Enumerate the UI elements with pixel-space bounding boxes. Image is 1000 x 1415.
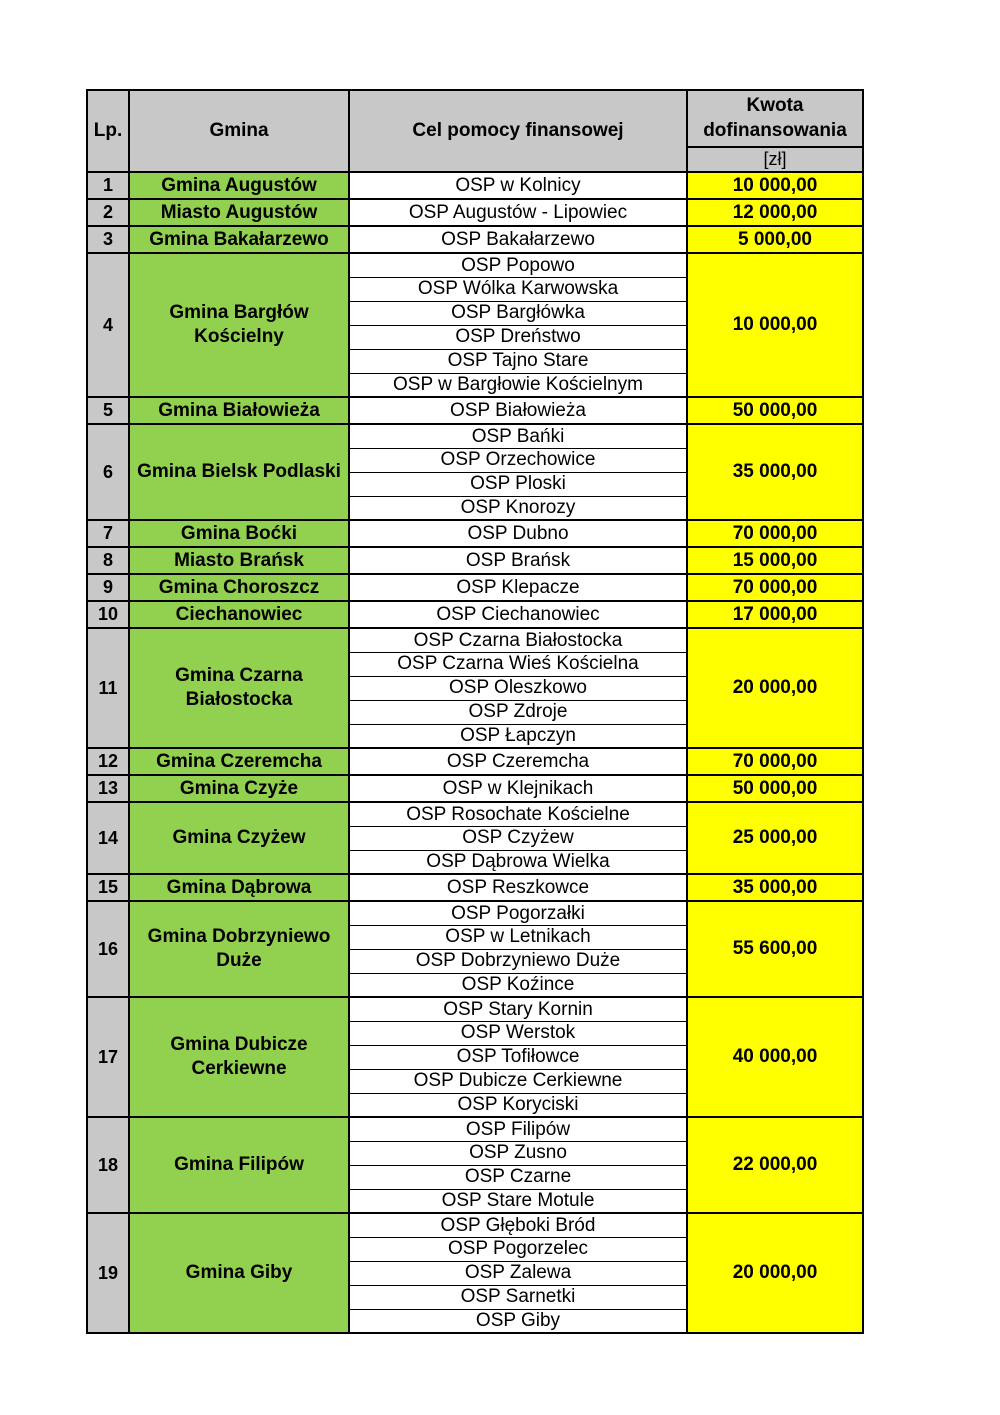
gmina-cell: Gmina Czyże xyxy=(129,775,349,802)
table-row xyxy=(87,601,863,628)
lp-cell: 17 xyxy=(87,997,129,1117)
lp-cell: 8 xyxy=(87,547,129,574)
osp-cell: OSP Wólka Karwowska xyxy=(349,277,687,301)
table-row xyxy=(87,1117,863,1141)
gmina-cell: Gmina Dobrzyniewo Duże xyxy=(129,901,349,997)
osp-cell: OSP Stary Kornin xyxy=(349,997,687,1021)
osp-cell: OSP Głęboki Bród xyxy=(349,1213,687,1237)
gmina-cell: Gmina Bakałarzewo xyxy=(129,226,349,253)
osp-cell: OSP Tajno Stare xyxy=(349,349,687,373)
amount-cell: 5 000,00 xyxy=(687,226,863,253)
table-row xyxy=(87,574,863,601)
header-kwota-unit: [zł] xyxy=(687,147,863,172)
osp-cell: OSP Bargłówka xyxy=(349,301,687,325)
header-row xyxy=(87,90,863,147)
osp-cell: OSP Czyżew xyxy=(349,826,687,850)
osp-cell: OSP Werstok xyxy=(349,1021,687,1045)
lp-cell: 11 xyxy=(87,628,129,748)
osp-cell: OSP Augustów - Lipowiec xyxy=(349,199,687,226)
osp-cell: OSP Sarnetki xyxy=(349,1285,687,1309)
table-row xyxy=(87,901,863,925)
lp-cell: 18 xyxy=(87,1117,129,1213)
amount-cell: 20 000,00 xyxy=(687,628,863,748)
table-body xyxy=(87,172,863,1333)
table-row xyxy=(87,226,863,253)
header-cel: Cel pomocy finansowej xyxy=(349,90,687,172)
table-row xyxy=(87,520,863,547)
table-row xyxy=(87,775,863,802)
lp-cell: 14 xyxy=(87,802,129,874)
gmina-cell: Gmina Choroszcz xyxy=(129,574,349,601)
gmina-cell: Gmina Dąbrowa xyxy=(129,874,349,901)
osp-cell: OSP Giby xyxy=(349,1309,687,1333)
osp-cell: OSP Reszkowce xyxy=(349,874,687,901)
osp-cell: OSP w Kolnicy xyxy=(349,172,687,199)
lp-cell: 19 xyxy=(87,1213,129,1333)
gmina-cell: Gmina Boćki xyxy=(129,520,349,547)
amount-cell: 15 000,00 xyxy=(687,547,863,574)
table-row xyxy=(87,628,863,652)
osp-cell: OSP Zalewa xyxy=(349,1261,687,1285)
table-row xyxy=(87,1213,863,1237)
osp-cell: OSP Brańsk xyxy=(349,547,687,574)
lp-cell: 13 xyxy=(87,775,129,802)
lp-cell: 6 xyxy=(87,424,129,520)
amount-cell: 70 000,00 xyxy=(687,574,863,601)
osp-cell: OSP Czarna Wieś Kościelna xyxy=(349,652,687,676)
table-header xyxy=(87,90,863,172)
osp-cell: OSP Zdroje xyxy=(349,700,687,724)
osp-cell: OSP Pogorzelec xyxy=(349,1237,687,1261)
lp-cell: 2 xyxy=(87,199,129,226)
amount-cell: 17 000,00 xyxy=(687,601,863,628)
osp-cell: OSP Rosochate Kościelne xyxy=(349,802,687,826)
osp-cell: OSP Tofiłowce xyxy=(349,1045,687,1069)
gmina-cell: Gmina Giby xyxy=(129,1213,349,1333)
amount-cell: 25 000,00 xyxy=(687,802,863,874)
osp-cell: OSP Koźince xyxy=(349,973,687,997)
amount-cell: 50 000,00 xyxy=(687,397,863,424)
gmina-cell: Gmina Bargłów Kościelny xyxy=(129,253,349,397)
gmina-cell: Gmina Filipów xyxy=(129,1117,349,1213)
gmina-cell: Gmina Białowieża xyxy=(129,397,349,424)
amount-cell: 22 000,00 xyxy=(687,1117,863,1213)
lp-cell: 10 xyxy=(87,601,129,628)
osp-cell: OSP Oleszkowo xyxy=(349,676,687,700)
amount-cell: 20 000,00 xyxy=(687,1213,863,1333)
amount-cell: 50 000,00 xyxy=(687,775,863,802)
gmina-cell: Ciechanowiec xyxy=(129,601,349,628)
osp-cell: OSP Czeremcha xyxy=(349,748,687,775)
table-row xyxy=(87,802,863,826)
osp-cell: OSP Pogorzałki xyxy=(349,901,687,925)
gmina-cell: Gmina Czeremcha xyxy=(129,748,349,775)
amount-cell: 10 000,00 xyxy=(687,172,863,199)
osp-cell: OSP Łapczyn xyxy=(349,724,687,748)
table-row xyxy=(87,253,863,277)
table-row xyxy=(87,547,863,574)
header-gmina: Gmina xyxy=(129,90,349,172)
osp-cell: OSP Dubno xyxy=(349,520,687,547)
lp-cell: 12 xyxy=(87,748,129,775)
osp-cell: OSP Bańki xyxy=(349,424,687,448)
lp-cell: 16 xyxy=(87,901,129,997)
lp-cell: 9 xyxy=(87,574,129,601)
table-row xyxy=(87,748,863,775)
osp-cell: OSP Klepacze xyxy=(349,574,687,601)
lp-cell: 3 xyxy=(87,226,129,253)
amount-cell: 55 600,00 xyxy=(687,901,863,997)
gmina-cell: Gmina Czyżew xyxy=(129,802,349,874)
osp-cell: OSP Czarne xyxy=(349,1165,687,1189)
gmina-cell: Gmina Dubicze Cerkiewne xyxy=(129,997,349,1117)
osp-cell: OSP Białowieża xyxy=(349,397,687,424)
osp-cell: OSP w Klejnikach xyxy=(349,775,687,802)
gmina-cell: Miasto Augustów xyxy=(129,199,349,226)
table-row xyxy=(87,874,863,901)
table-row xyxy=(87,997,863,1021)
amount-cell: 10 000,00 xyxy=(687,253,863,397)
osp-cell: OSP w Letnikach xyxy=(349,925,687,949)
header-lp: Lp. xyxy=(87,90,129,172)
osp-cell: OSP Bakałarzewo xyxy=(349,226,687,253)
osp-cell: OSP Dubicze Cerkiewne xyxy=(349,1069,687,1093)
table-row xyxy=(87,172,863,199)
table-row xyxy=(87,199,863,226)
header-kwota: Kwota dofinansowania xyxy=(687,90,863,147)
amount-cell: 35 000,00 xyxy=(687,424,863,520)
gmina-cell: Miasto Brańsk xyxy=(129,547,349,574)
osp-cell: OSP Stare Motule xyxy=(349,1189,687,1213)
osp-cell: OSP Dreństwo xyxy=(349,325,687,349)
osp-cell: OSP Zusno xyxy=(349,1141,687,1165)
osp-cell: OSP Popowo xyxy=(349,253,687,277)
amount-cell: 40 000,00 xyxy=(687,997,863,1117)
osp-cell: OSP Czarna Białostocka xyxy=(349,628,687,652)
table-row xyxy=(87,424,863,448)
gmina-cell: Gmina Czarna Białostocka xyxy=(129,628,349,748)
lp-cell: 4 xyxy=(87,253,129,397)
amount-cell: 70 000,00 xyxy=(687,520,863,547)
amount-cell: 35 000,00 xyxy=(687,874,863,901)
osp-cell: OSP w Bargłowie Kościelnym xyxy=(349,373,687,397)
osp-cell: OSP Ploski xyxy=(349,472,687,496)
funding-table xyxy=(86,89,864,1334)
osp-cell: OSP Dobrzyniewo Duże xyxy=(349,949,687,973)
lp-cell: 7 xyxy=(87,520,129,547)
lp-cell: 1 xyxy=(87,172,129,199)
osp-cell: OSP Koryciski xyxy=(349,1093,687,1117)
gmina-cell: Gmina Augustów xyxy=(129,172,349,199)
osp-cell: OSP Knorozy xyxy=(349,496,687,520)
osp-cell: OSP Orzechowice xyxy=(349,448,687,472)
lp-cell: 15 xyxy=(87,874,129,901)
amount-cell: 70 000,00 xyxy=(687,748,863,775)
osp-cell: OSP Ciechanowiec xyxy=(349,601,687,628)
amount-cell: 12 000,00 xyxy=(687,199,863,226)
osp-cell: OSP Filipów xyxy=(349,1117,687,1141)
table-row xyxy=(87,397,863,424)
gmina-cell: Gmina Bielsk Podlaski xyxy=(129,424,349,520)
lp-cell: 5 xyxy=(87,397,129,424)
osp-cell: OSP Dąbrowa Wielka xyxy=(349,850,687,874)
